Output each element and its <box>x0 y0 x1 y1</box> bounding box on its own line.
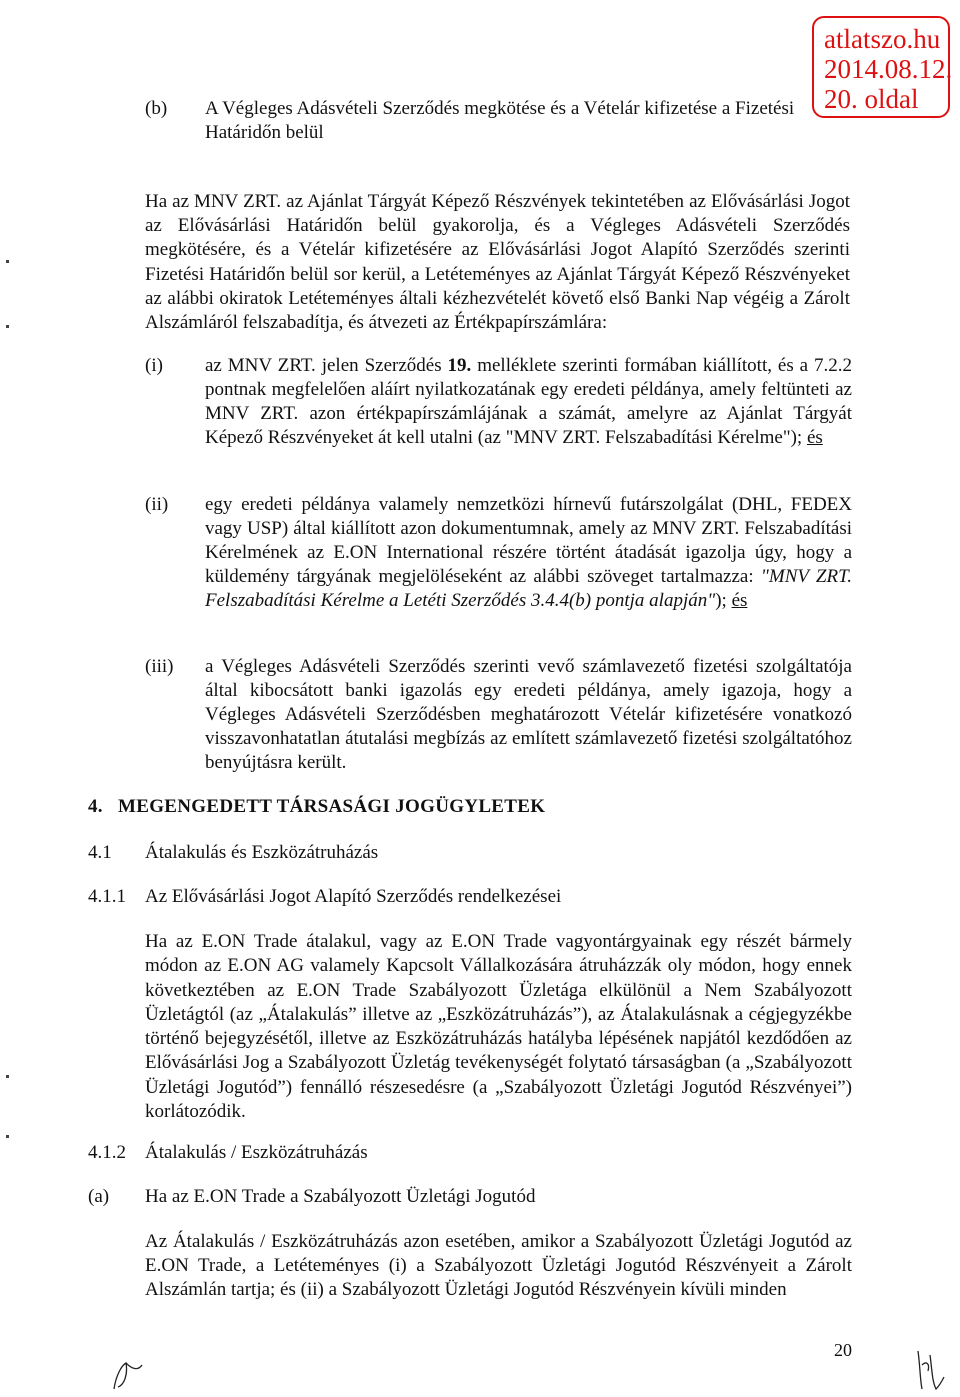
stamp-site: atlatszo.hu <box>824 24 941 54</box>
sub-ii-tail: ); <box>715 590 732 611</box>
item-b-line2: Határidőn belül <box>205 122 324 143</box>
item-b-label: (b) <box>145 98 168 119</box>
section-4-1-2-number: 4.1.2 <box>88 1142 126 1163</box>
margin-dot <box>6 1135 9 1138</box>
archive-stamp <box>812 16 953 118</box>
sub-i-label: (i) <box>145 355 163 376</box>
item-b-line1: A Végleges Adásvételi Szerződés megkötése és a Vételár kifizetése a Fizetési <box>205 98 795 119</box>
item-a-text: Az Átalakulás / Eszközátruházás azon esetében, amikor a Szabályozott Üzletági Jogutód az E.ON Trade, a Letéteményes (i) a Szabályozott Üzletági Jogutód Részvényeit a Zárolt Alszámlán tartja; és (ii) a Szabályozott Üzletági Jogutód Részvényein kívüli minden <box>145 1231 852 1300</box>
sub-ii-text <box>205 493 852 613</box>
item-a-label: (a) <box>88 1186 110 1207</box>
section-4-1-1-number: 4.1.1 <box>88 886 126 907</box>
sub-iii-text: a Végleges Adásvételi Szerződés szerinti vevő számlavezető fizetési szolgáltatója által kibocsátott banki igazolás egy eredeti példánya, amely igazoja, hogy a Végleges Adásvételi Szerződésben meghatározott Vételár kifizetésére vonatkozó visszavonhatatlan átutalási megbízás az említett számlavezető fizetési szolgáltatóhoz benyújtásra került. <box>205 656 852 773</box>
stamp-page: 20. oldal <box>824 84 919 114</box>
sub-ii-quote: "MNV ZRT. Felszabadítási Kérelme a Letéti Szerződés 3.4.4(b) pontja alapján" <box>205 566 852 611</box>
sub-i-text-pre: az MNV ZRT. jelen Szerződés <box>205 355 448 376</box>
sub-ii-text-main: egy eredeti példánya valamely nemzetközi hírnevű futárszolgálat (DHL, FEDEX vagy USP) által kiállított azon dokumentumnak, amely az MNV ZRT. Felszabadítási Kérelmének az E.ON International részére történt átadását igazolja úgy, hogy a küldemény tárgyának megjelöléseként az alábbi szöveget tartalmazza: <box>205 494 852 587</box>
sub-i-annex-number: 19. <box>447 355 472 376</box>
sub-i-text-post: melléklete szerinti formában kiállított, és a 7.2.2 pontnak megfelelően aláírt nyilatkozatának egy eredeti példánya, amely feltünteti az MNV ZRT. azon értékpapírszámlájának a számát, amelyre az Ajánlat Tárgyát Képező Részvényeket át kell utalni (az "MNV ZRT. Felszabadítási Kérelme"); <box>205 355 853 448</box>
stamp-date: 2014.08.12. <box>824 54 953 84</box>
sub-ii-label: (ii) <box>145 494 169 515</box>
margin-dot <box>6 1075 9 1078</box>
section-4-1-number: 4.1 <box>88 842 112 863</box>
margin-dot <box>6 260 9 263</box>
page-number: 20 <box>834 1340 852 1360</box>
section-4-1-title: Átalakulás és Eszközátruházás <box>145 842 379 863</box>
initials-right-mark <box>910 1345 950 1393</box>
initials-left-mark <box>108 1355 148 1395</box>
paragraph-preemption: Ha az MNV ZRT. az Ajánlat Tárgyát Képező Részvények tekintetében az Elővásárlási Jogot az Elővásárlási Határidőn belül gyakorolja, és a Végleges Adásvételi Szerződés megkötésére, és a Vételár kifizetésére az Elővásárlási Jogot Alapító Szerződés szerinti Fizetési Határidőn belül sor kerül, a Letéteményes az Ajánlat Tárgyát Képező Részvényeket az alábbi okiratok Letéteményes általi kézhezvételét követő első Banki Nap végéig a Zárolt Alszámláról felszabadítja, és átvezeti az Értékpapírszámlára: <box>145 191 850 334</box>
item-b-heading <box>205 97 815 145</box>
section-4-1-1-text: Ha az E.ON Trade átalakul, vagy az E.ON Trade vagyontárgyainak egy részét bármely módon az E.ON AG valamely Kapcsolt Vállalkozására átruházzák oly módon, hogy ennek következtében az E.ON Trade Szabályozott Üzletága elkülönül a Nem Szabályozott Üzletágtól (az „Átalakulás” illetve az „Eszközátruházás”), az Átalakulásnak a cégjegyzékbe történő bejegyzésétől, illetve az Eszközátruházás hatályba lépésének napjától kezdődően az Elővásárlási Jog a Szabályozott Üzletág tevékenységét folytató társaságban (a „Szabályozott Üzletági Jogutód”) fennálló részesedésre (a „Szabályozott Üzletági Jogutód Részvényei”) korlátozódik. <box>145 931 852 1123</box>
sub-ii-conjunction: és <box>731 590 748 611</box>
sub-iii-label: (iii) <box>145 656 174 677</box>
margin-dot <box>6 325 9 328</box>
section-4-number: 4. <box>88 796 103 817</box>
item-a-title: Ha az E.ON Trade a Szabályozott Üzletági Jogutód <box>145 1186 536 1207</box>
section-4-title: MEGENGEDETT TÁRSASÁGI JOGÜGYLETEK <box>118 796 546 817</box>
section-4-1-2-title: Átalakulás / Eszközátruházás <box>145 1142 368 1163</box>
sub-i-text <box>205 354 852 450</box>
sub-i-conjunction: és <box>806 427 823 448</box>
section-4-1-1-title: Az Elővásárlási Jogot Alapító Szerződés rendelkezései <box>145 886 562 907</box>
